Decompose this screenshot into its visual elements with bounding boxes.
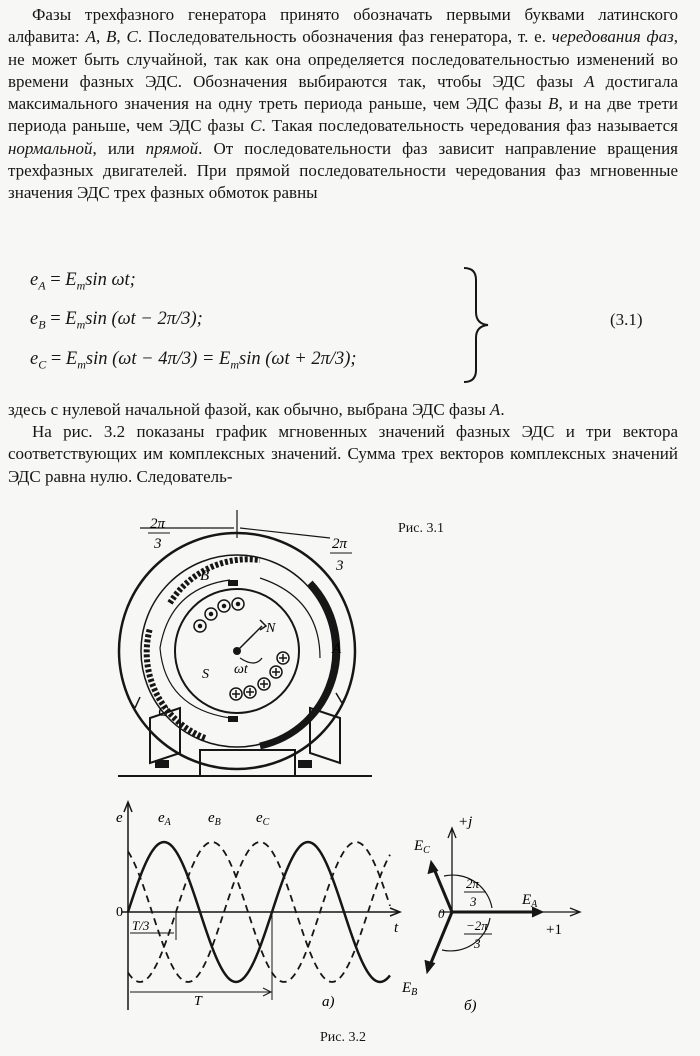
graph-origin: 0 xyxy=(116,905,123,920)
third-period-label: T/3 xyxy=(132,918,150,933)
waveform-graph xyxy=(108,800,408,1025)
period-label: T xyxy=(194,994,202,1009)
label-b: B xyxy=(200,568,210,584)
vec-b-label: $E_B$ xyxy=(402,980,418,998)
phasor-panel-label: б) xyxy=(464,998,477,1014)
angle2-num: 2π xyxy=(332,536,348,552)
equation-e-c: $e_C = E_m\sin$ $(\omega t - 4\pi/3) = E_m\sin$ (ωt + 2π/3); xyxy=(30,349,357,372)
equation-number: (3.1) xyxy=(610,310,643,329)
plus-one-label: +1 xyxy=(546,922,562,938)
label-c: C xyxy=(158,704,169,720)
angle1-den: 3 xyxy=(154,536,162,552)
label-n: N xyxy=(266,621,276,636)
plus-j-label: +j xyxy=(458,814,473,830)
bolt-left xyxy=(155,760,169,768)
phase-note-paragraph: здесь с нулевой начальной фазой, как обычно, выбрана ЭДС фазы A. xyxy=(8,400,505,419)
series-a-label: $e_A$ xyxy=(158,810,171,828)
angle2-den: 3 xyxy=(336,558,344,574)
equation-e-b: $e_B = E_m\sin$ (ωt − 2π/3); xyxy=(30,309,203,332)
angle-up-num: 2π xyxy=(466,876,480,891)
graph-panel-label: а) xyxy=(322,994,335,1010)
angle-up-den: 3 xyxy=(470,894,477,909)
generator-figure xyxy=(110,508,380,783)
right-brace xyxy=(458,266,498,384)
generator-base xyxy=(200,750,295,776)
angle-down-num: −2π xyxy=(466,918,488,933)
label-a: A xyxy=(332,641,342,657)
phasor-origin: 0 xyxy=(438,906,445,921)
angle1-num: 2π xyxy=(150,516,166,532)
terminal-top xyxy=(228,580,238,586)
figure1-caption: Рис. 3.1 xyxy=(398,521,444,536)
label-s: S xyxy=(202,667,209,682)
winding-b xyxy=(170,559,260,603)
equation-e-a: $e_A = E_m\sin$ ωt; xyxy=(30,270,136,293)
terminal-bottom xyxy=(228,716,238,722)
phasor-diagram xyxy=(400,800,590,1025)
series-b-label: $e_B$ xyxy=(208,810,221,828)
series-c-label: $e_C$ xyxy=(256,810,270,828)
angle-down-den: 3 xyxy=(474,936,481,951)
figure-intro-paragraph: На рис. 3.2 показаны график мгновенных значений фазных ЭДС и три вектора соответствующих им комплексных значений. Сумма трех векторов комплексных значений ЭДС равна нулю. Следователь- xyxy=(8,422,678,486)
x-axis-label: t xyxy=(394,920,399,936)
intro-paragraph: Фазы трехфазного генератора принято обозначать первыми буквами латинского алфавита: A, B, C. Последовательность обозначения фаз генератора, т. е. чередования фаз, не может быть случайной, так как она определяется последовательностью изменений во времени фазных ЭДС. Обозначения выбираются так, чтобы ЭДС фазы A достигала максимального значения на одну треть периода раньше, чем ЭДС фазы B, и на две трети периода раньше, чем ЭДС фазы C. Такая последовательность чередования фаз называется нормальной, или прямой. От последовательности фаз зависит направление вращения трехфазных двигателей. При прямой последовательности чередования фаз мгновенные значения ЭДС трех фазных обмоток равны xyxy=(8,5,678,203)
rotor-axis xyxy=(237,626,262,651)
y-axis-label: e xyxy=(116,810,123,826)
conductors-dot xyxy=(194,598,244,632)
label-wt: ωt xyxy=(234,662,248,677)
vec-c-label: $E_C$ xyxy=(414,838,430,856)
equation-block xyxy=(0,266,700,384)
figure2-caption: Рис. 3.2 xyxy=(320,1030,366,1045)
bolt-right xyxy=(298,760,312,768)
vec-a-label: $E_A$ xyxy=(522,892,538,910)
